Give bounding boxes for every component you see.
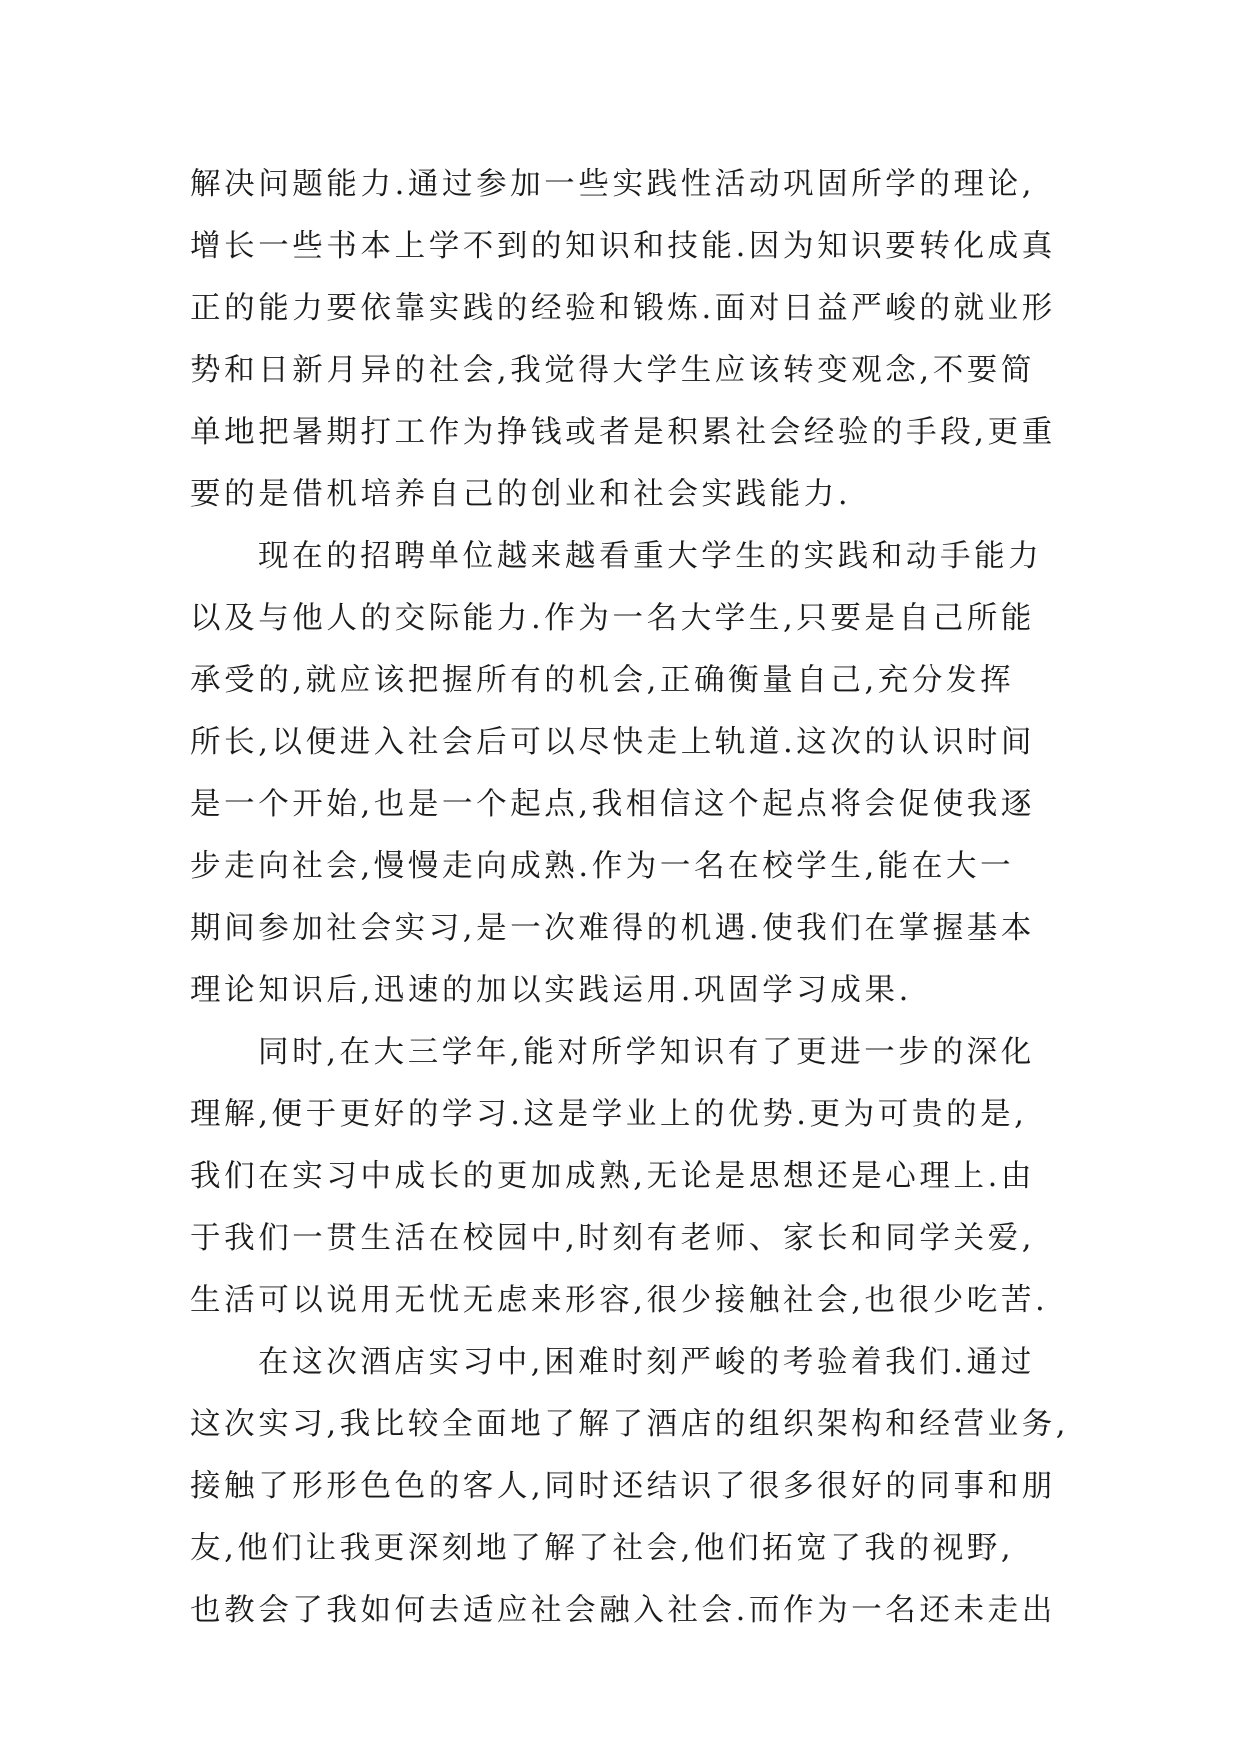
text-line: 这次实习,我比较全面地了解了酒店的组织架构和经营业务, bbox=[190, 1407, 1070, 1442]
text-line: 承受的,就应该把握所有的机会,正确衡量自己,充分发挥 bbox=[190, 663, 1015, 698]
paragraph-first-line: 在这次酒店实习中,困难时刻严峻的考验着我们.通过 bbox=[258, 1345, 1035, 1380]
text-line: 解决问题能力.通过参加一些实践性活动巩固所学的理论, bbox=[190, 167, 1035, 202]
paragraph-first-line: 现在的招聘单位越来越看重大学生的实践和动手能力 bbox=[258, 539, 1043, 574]
text-line: 生活可以说用无忧无虑来形容,很少接触社会,也很少吃苦. bbox=[190, 1283, 1049, 1318]
text-line: 势和日新月异的社会,我觉得大学生应该转变观念,不要简 bbox=[190, 353, 1035, 388]
text-line: 理论知识后,迅速的加以实践运用.巩固学习成果. bbox=[190, 973, 912, 1008]
text-line: 所长,以便进入社会后可以尽快走上轨道.这次的认识时间 bbox=[190, 725, 1035, 760]
text-line: 期间参加社会实习,是一次难得的机遇.使我们在掌握基本 bbox=[190, 911, 1035, 946]
text-line: 单地把暑期打工作为挣钱或者是积累社会经验的手段,更重 bbox=[190, 415, 1056, 450]
paragraph-first-line: 同时,在大三学年,能对所学知识有了更进一步的深化 bbox=[258, 1035, 1035, 1070]
text-line: 理解,便于更好的学习.这是学业上的优势.更为可贵的是, bbox=[190, 1097, 1028, 1132]
text-line: 正的能力要依靠实践的经验和锻炼.面对日益严峻的就业形 bbox=[190, 291, 1056, 326]
text-line: 步走向社会,慢慢走向成熟.作为一名在校学生,能在大一 bbox=[190, 849, 1015, 884]
text-line: 是一个开始,也是一个起点,我相信这个起点将会促使我逐 bbox=[190, 787, 1035, 822]
text-line: 我们在实习中成长的更加成熟,无论是思想还是心理上.由 bbox=[190, 1159, 1035, 1194]
text-line: 于我们一贯生活在校园中,时刻有老师、家长和同学关爱, bbox=[190, 1221, 1035, 1256]
text-line: 以及与他人的交际能力.作为一名大学生,只要是自己所能 bbox=[190, 601, 1035, 636]
text-line: 增长一些书本上学不到的知识和技能.因为知识要转化成真 bbox=[190, 229, 1056, 264]
text-line: 友,他们让我更深刻地了解了社会,他们拓宽了我的视野, bbox=[190, 1531, 1015, 1566]
document-body bbox=[190, 154, 1070, 1642]
text-line: 接触了形形色色的客人,同时还结识了很多很好的同事和朋 bbox=[190, 1469, 1056, 1504]
text-line: 要的是借机培养自己的创业和社会实践能力. bbox=[190, 477, 852, 512]
text-line: 也教会了我如何去适应社会融入社会.而作为一名还未走出 bbox=[190, 1593, 1056, 1628]
